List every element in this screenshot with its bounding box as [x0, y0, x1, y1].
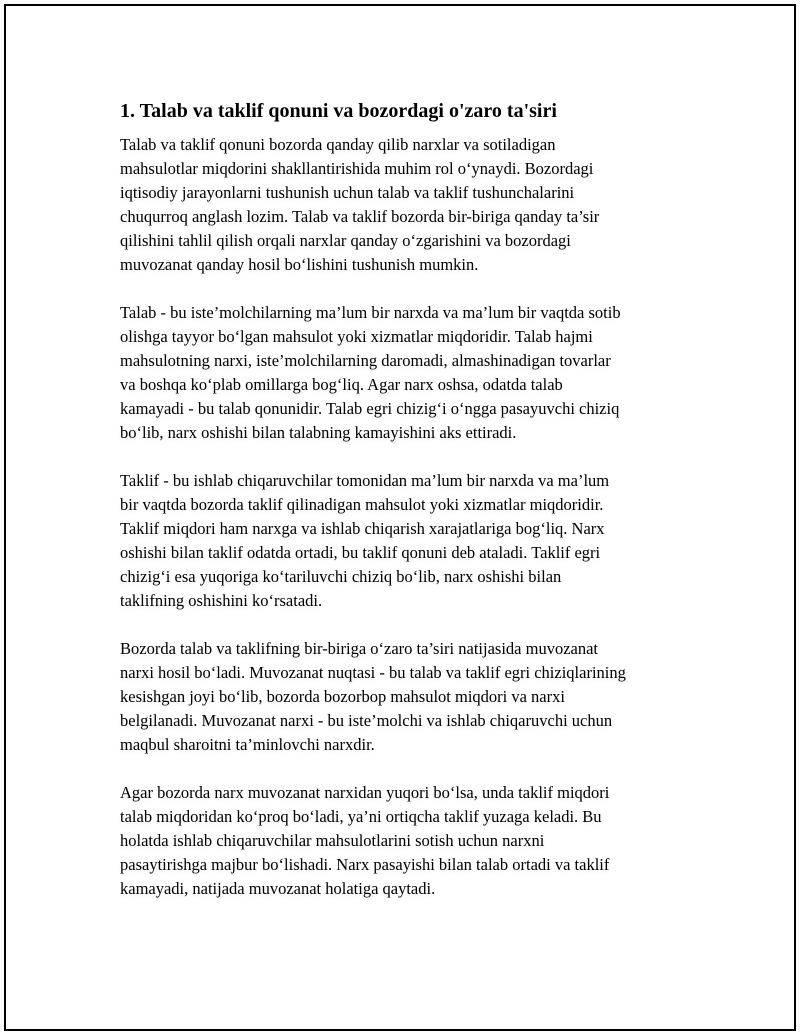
text-line: iqtisodiy jarayonlarni tushunish uchun talab va taklif tushunchalarini: [120, 183, 575, 202]
text-line: belgilanadi. Muvozanat narxi - bu iste’molchi va ishlab chiqaruvchi uchun: [120, 711, 613, 730]
text-line: qilishini tahlil qilish orqali narxlar qanday o‘zgarishini va bozordagi: [120, 231, 571, 250]
text-line: Agar bozorda narx muvozanat narxidan yuqori bo‘lsa, unda taklif miqdori: [120, 783, 610, 802]
text-line: Talab - bu iste’molchilarning ma’lum bir narxda va ma’lum bir vaqtda sotib: [120, 303, 621, 322]
text-line: talab miqdoridan ko‘proq bo‘ladi, ya’ni ortiqcha taklif yuzaga keladi. Bu: [120, 807, 602, 826]
text-line: Taklif miqdori ham narxga va ishlab chiqarish xarajatlariga bog‘liq. Narx: [120, 519, 605, 538]
text-line: Bozorda talab va taklifning bir-biriga o‘zaro ta’siri natijasida muvozanat: [120, 639, 599, 658]
text-line: maqbul sharoitni ta’minlovchi narxdir.: [120, 735, 375, 754]
text-line: oshishi bilan taklif odatda ortadi, bu taklif qonuni deb ataladi. Taklif egri: [120, 543, 601, 562]
text-line: muvozanat qanday hosil bo‘lishini tushunish mumkin.: [120, 255, 479, 274]
text-line: pasaytirishga majbur bo‘lishadi. Narx pasayishi bilan talab ortadi va taklif: [120, 855, 610, 874]
text-line: chuqurroq anglash lozim. Talab va taklif bozorda bir-biriga qanday ta’sir: [120, 207, 600, 226]
text-line: taklifning oshishini ko‘rsatadi.: [120, 591, 323, 610]
text-line: kesishgan joyi bo‘lib, bozorda bozorbop mahsulot miqdori va narxi: [120, 687, 565, 706]
paragraph-surplus: [120, 781, 700, 901]
text-line: bo‘lib, narx oshishi bilan talabning kamayishini aks ettiradi.: [120, 423, 517, 442]
text-line: Taklif - bu ishlab chiqaruvchilar tomonidan ma’lum bir narxda va ma’lum: [120, 471, 610, 490]
text-line: holatda ishlab chiqaruvchilar mahsulotlarini sotish uchun narxni: [120, 831, 545, 850]
text-line: kamayadi - bu talab qonunidir. Talab egri chizig‘i o‘ngga pasayuvchi chiziq: [120, 399, 620, 418]
text-line: kamayadi, natijada muvozanat holatiga qaytadi.: [120, 879, 436, 898]
text-line: chizig‘i esa yuqoriga ko‘tariluvchi chiziq bo‘lib, narx oshishi bilan: [120, 567, 562, 586]
paragraph-equilibrium: [120, 637, 700, 757]
text-line: olishga tayyor bo‘lgan mahsulot yoki xizmatlar miqdoridir. Talab hajmi: [120, 327, 593, 346]
text-line: mahsulotning narxi, iste’molchilarning daromadi, almashinadigan tovarlar: [120, 351, 611, 370]
text-line: narxi hosil bo‘ladi. Muvozanat nuqtasi - bu talab va taklif egri chiziqlarining: [120, 663, 626, 682]
paragraph-demand: [120, 301, 700, 445]
text-line: Talab va taklif qonuni bozorda qanday qilib narxlar va sotiladigan: [120, 135, 556, 154]
page-frame: [4, 4, 796, 1031]
paragraph-intro: [120, 133, 700, 277]
text-line: mahsulotlar miqdorini shakllantirishida muhim rol o‘ynaydi. Bozordagi: [120, 159, 594, 178]
paragraph-supply: [120, 469, 700, 613]
text-line: bir vaqtda bozorda taklif qilinadigan mahsulot yoki xizmatlar miqdoridir.: [120, 495, 604, 514]
text-line: va boshqa ko‘plab omillarga bog‘liq. Agar narx oshsa, odatda talab: [120, 375, 563, 394]
document-body: [120, 99, 700, 925]
document-title: 1. Talab va taklif qonuni va bozordagi o'zaro ta'siri: [120, 100, 557, 122]
